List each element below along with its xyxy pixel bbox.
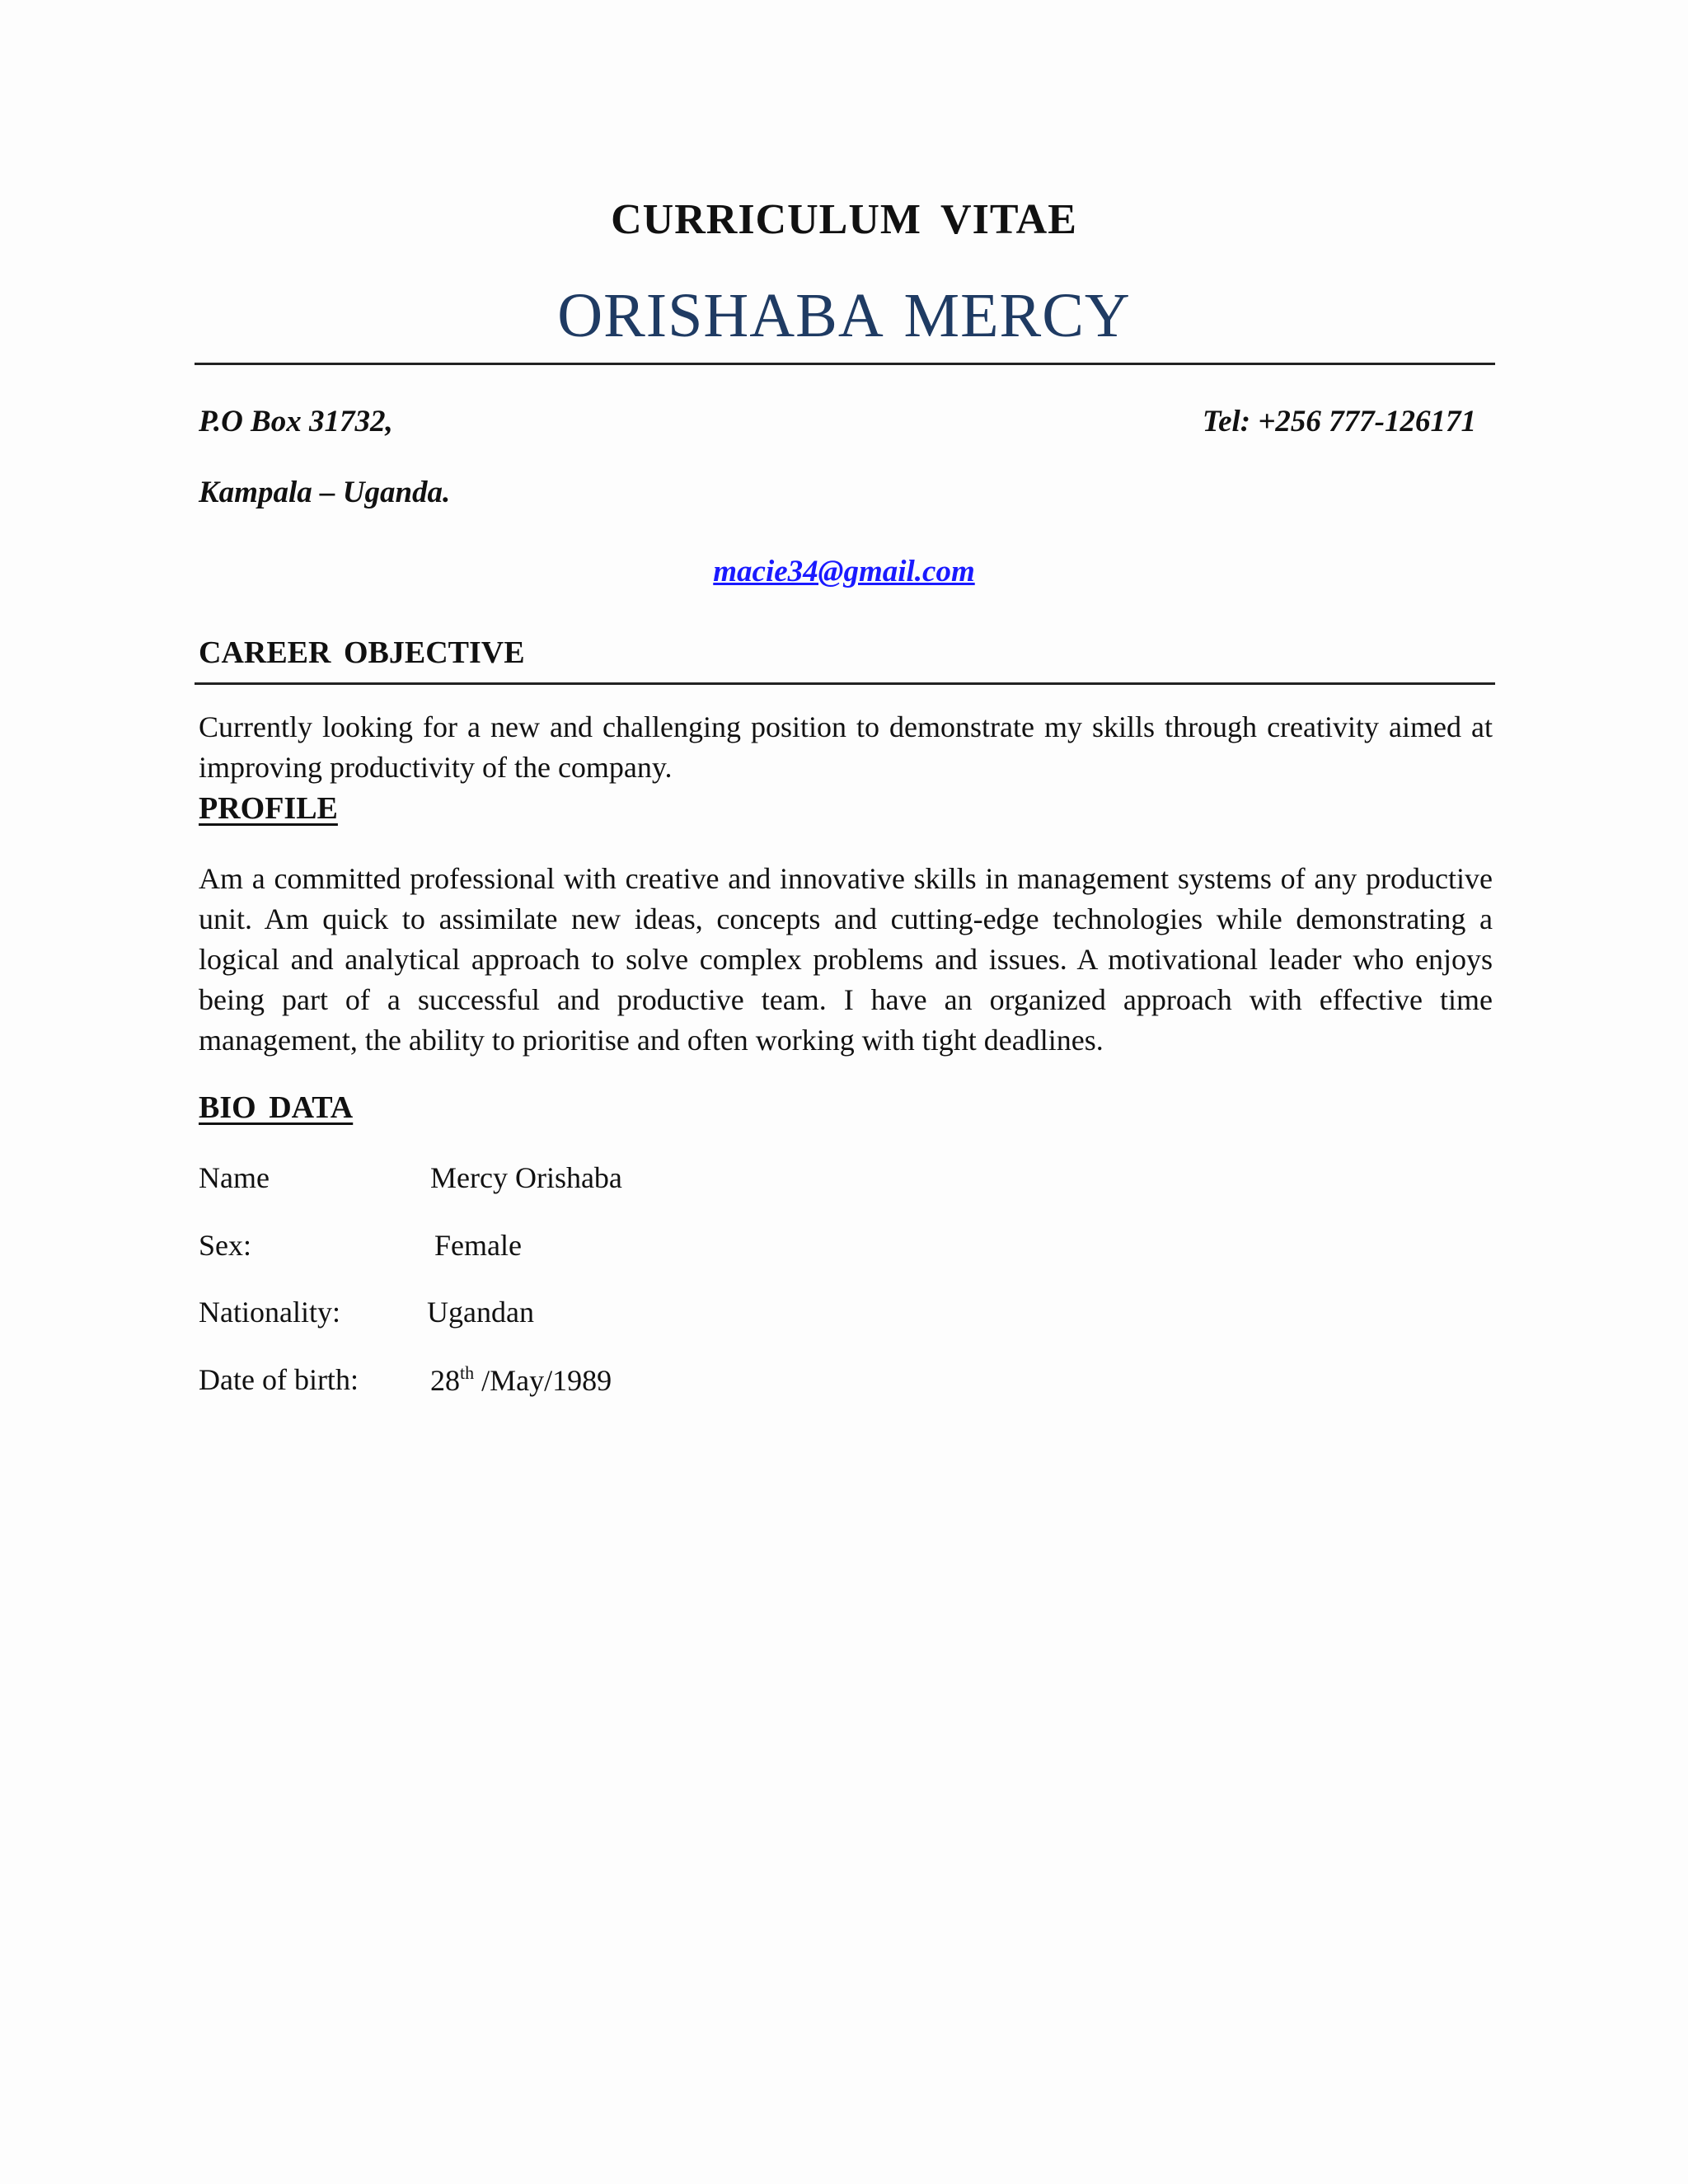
address-line-1: P.O Box 31732, bbox=[199, 405, 393, 438]
address-line-2: Kampala – Uganda. bbox=[199, 476, 451, 509]
bio-value-name: Mercy Orishaba bbox=[430, 1161, 622, 1194]
document-title: CURRICULUM VITAE bbox=[611, 196, 1077, 243]
profile-text: Am a committed professional with creative and innovative skills in management systems of any productive unit. Am quick to assimilate new ideas, concepts and cutting-edge technologies while demonstrating a logical and analytical approach to solve complex problems and issues. A motivational leader who enjoys being part of a successful and productive team. I have an organized approach with effective time management, the ability to prioritise and often working with tight deadlines. bbox=[199, 862, 1493, 1057]
bio-label-name: Name bbox=[199, 1161, 270, 1194]
bio-data-heading: BIO DATA bbox=[199, 1090, 354, 1125]
bio-value-nationality: Ugandan bbox=[427, 1296, 534, 1329]
person-name: ORISHABA MERCY bbox=[557, 281, 1131, 350]
dob-day: 28 bbox=[430, 1364, 460, 1397]
email-link[interactable]: macie34@gmail.com bbox=[713, 555, 975, 588]
career-objective-text: Currently looking for a new and challenging position to demonstrate my skills through creativity aimed at improving productivity of the company. bbox=[199, 710, 1493, 784]
phone-number: Tel: +256 777-126171 bbox=[1202, 405, 1476, 438]
header-divider bbox=[195, 363, 1495, 365]
dob-day-suffix: th bbox=[460, 1362, 475, 1383]
bio-label-nationality: Nationality: bbox=[199, 1296, 340, 1329]
dob-month-year: /May/1989 bbox=[474, 1364, 612, 1397]
profile-heading: PROFILE bbox=[199, 791, 338, 826]
career-objective-heading: CAREER OBJECTIVE bbox=[199, 635, 525, 670]
career-objective-divider bbox=[195, 682, 1495, 685]
bio-label-sex: Sex: bbox=[199, 1229, 252, 1262]
bio-value-date-of-birth bbox=[430, 1362, 612, 1398]
bio-label-date-of-birth: Date of birth: bbox=[199, 1363, 359, 1396]
bio-value-sex: Female bbox=[434, 1229, 522, 1262]
